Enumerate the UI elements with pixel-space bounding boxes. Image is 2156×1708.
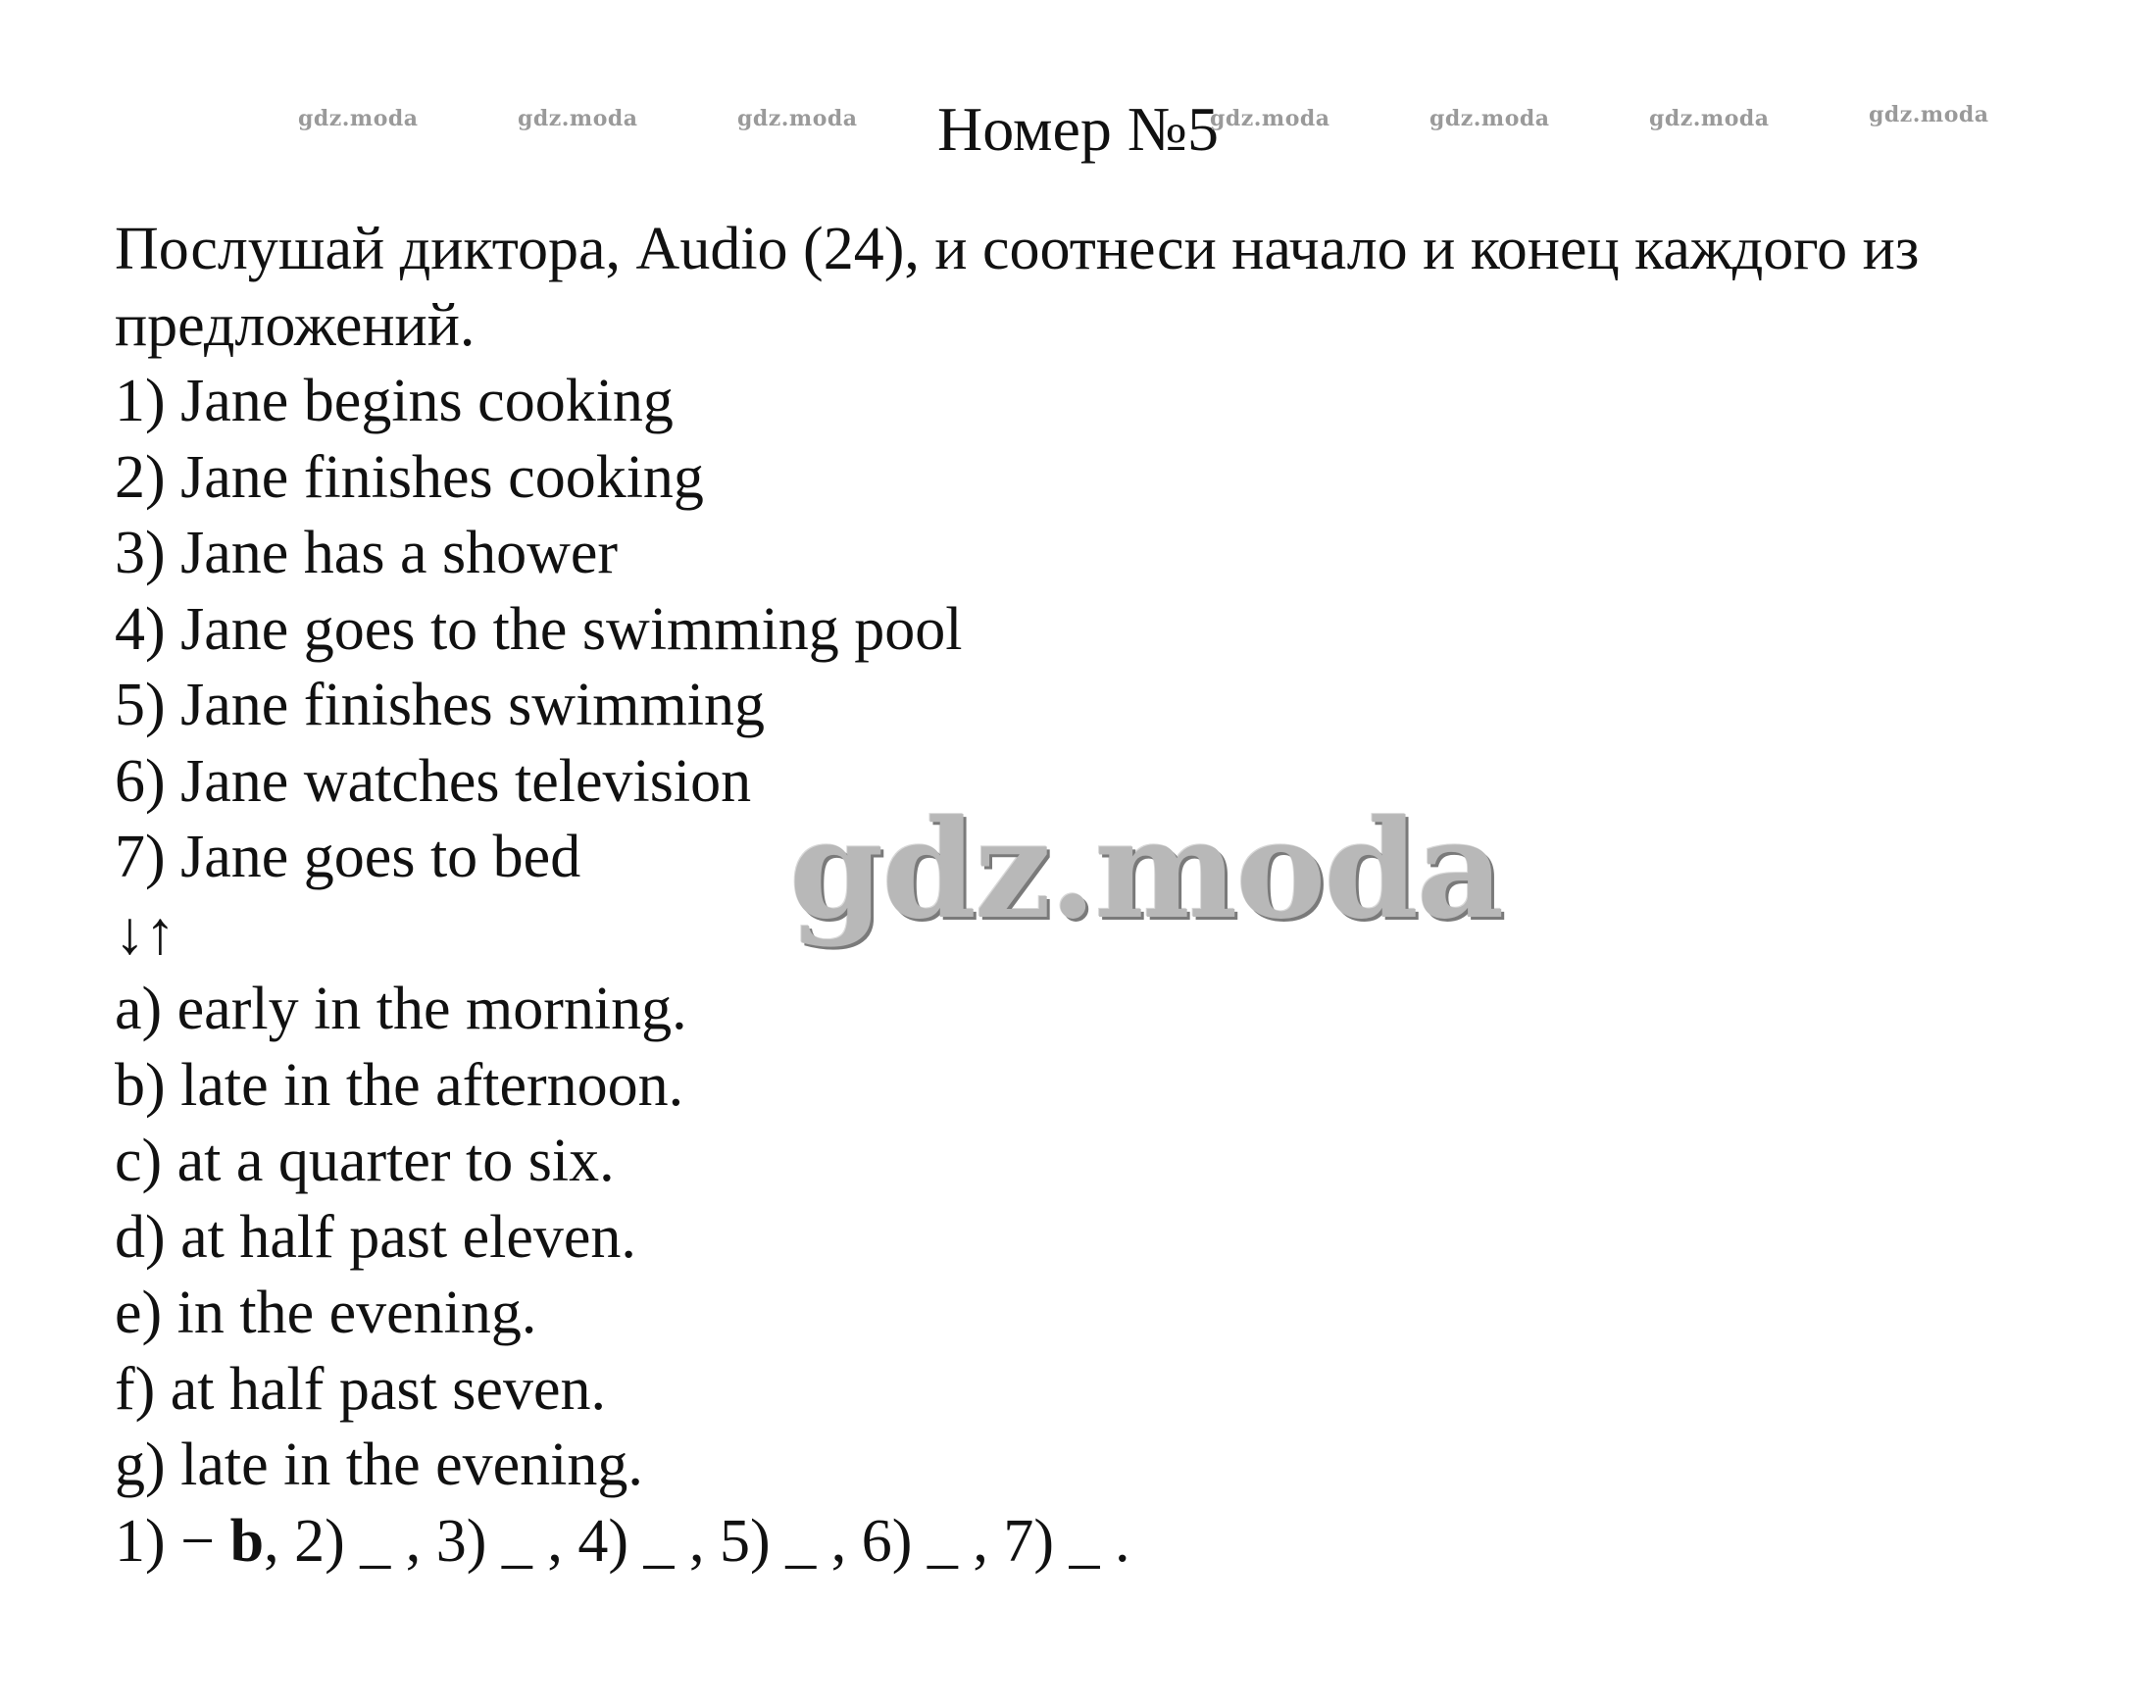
ending-item: a) early in the morning. (115, 976, 687, 1042)
watermark-small: gdz.moda (1869, 102, 1989, 127)
answer-bold: b (229, 1507, 265, 1575)
ending-item: e) in the evening. (115, 1280, 537, 1346)
watermark-small: gdz.moda (1649, 106, 1770, 131)
answer-rest: , 2) _ , 3) _ , 4) _ , 5) _ , 6) _ , 7) _ . (264, 1507, 1130, 1575)
watermark-small: gdz.moda (1429, 106, 1550, 131)
ending-item: f) at half past seven. (115, 1355, 606, 1423)
instruction-text: Послушай диктора, Audio (24), и соотнеси начало и конец каждого из предложений. (115, 216, 1920, 359)
ending-item: d) at half past eleven. (115, 1203, 636, 1271)
ending-item: g) late in the evening. (115, 1432, 643, 1498)
answer-prefix: 1) − (115, 1507, 230, 1575)
watermark-small: gdz.moda (737, 106, 858, 131)
arrows-icon: ↓↑ (115, 899, 175, 967)
watermark-large: gdz.moda (789, 789, 1503, 949)
answer-line (115, 1504, 2076, 1581)
beginning-item: 2) Jane finishes cooking (115, 443, 704, 511)
page-title: Номер №5 (937, 94, 1219, 164)
beginning-item: 3) Jane has a shower (115, 520, 619, 586)
beginning-item: 5) Jane finishes swimming (115, 672, 765, 738)
beginning-item: 6) Jane watches television (115, 747, 752, 815)
watermark-small: gdz.moda (518, 106, 638, 131)
beginning-item: 1) Jane begins cooking (115, 368, 674, 434)
watermark-small: gdz.moda (1210, 106, 1330, 131)
ending-item: b) late in the afternoon. (115, 1051, 684, 1119)
watermark-small: gdz.moda (298, 106, 419, 131)
beginning-item: 4) Jane goes to the swimming pool (115, 595, 963, 663)
beginning-item: 7) Jane goes to bed (115, 824, 581, 890)
ending-item: c) at a quarter to six. (115, 1128, 615, 1194)
